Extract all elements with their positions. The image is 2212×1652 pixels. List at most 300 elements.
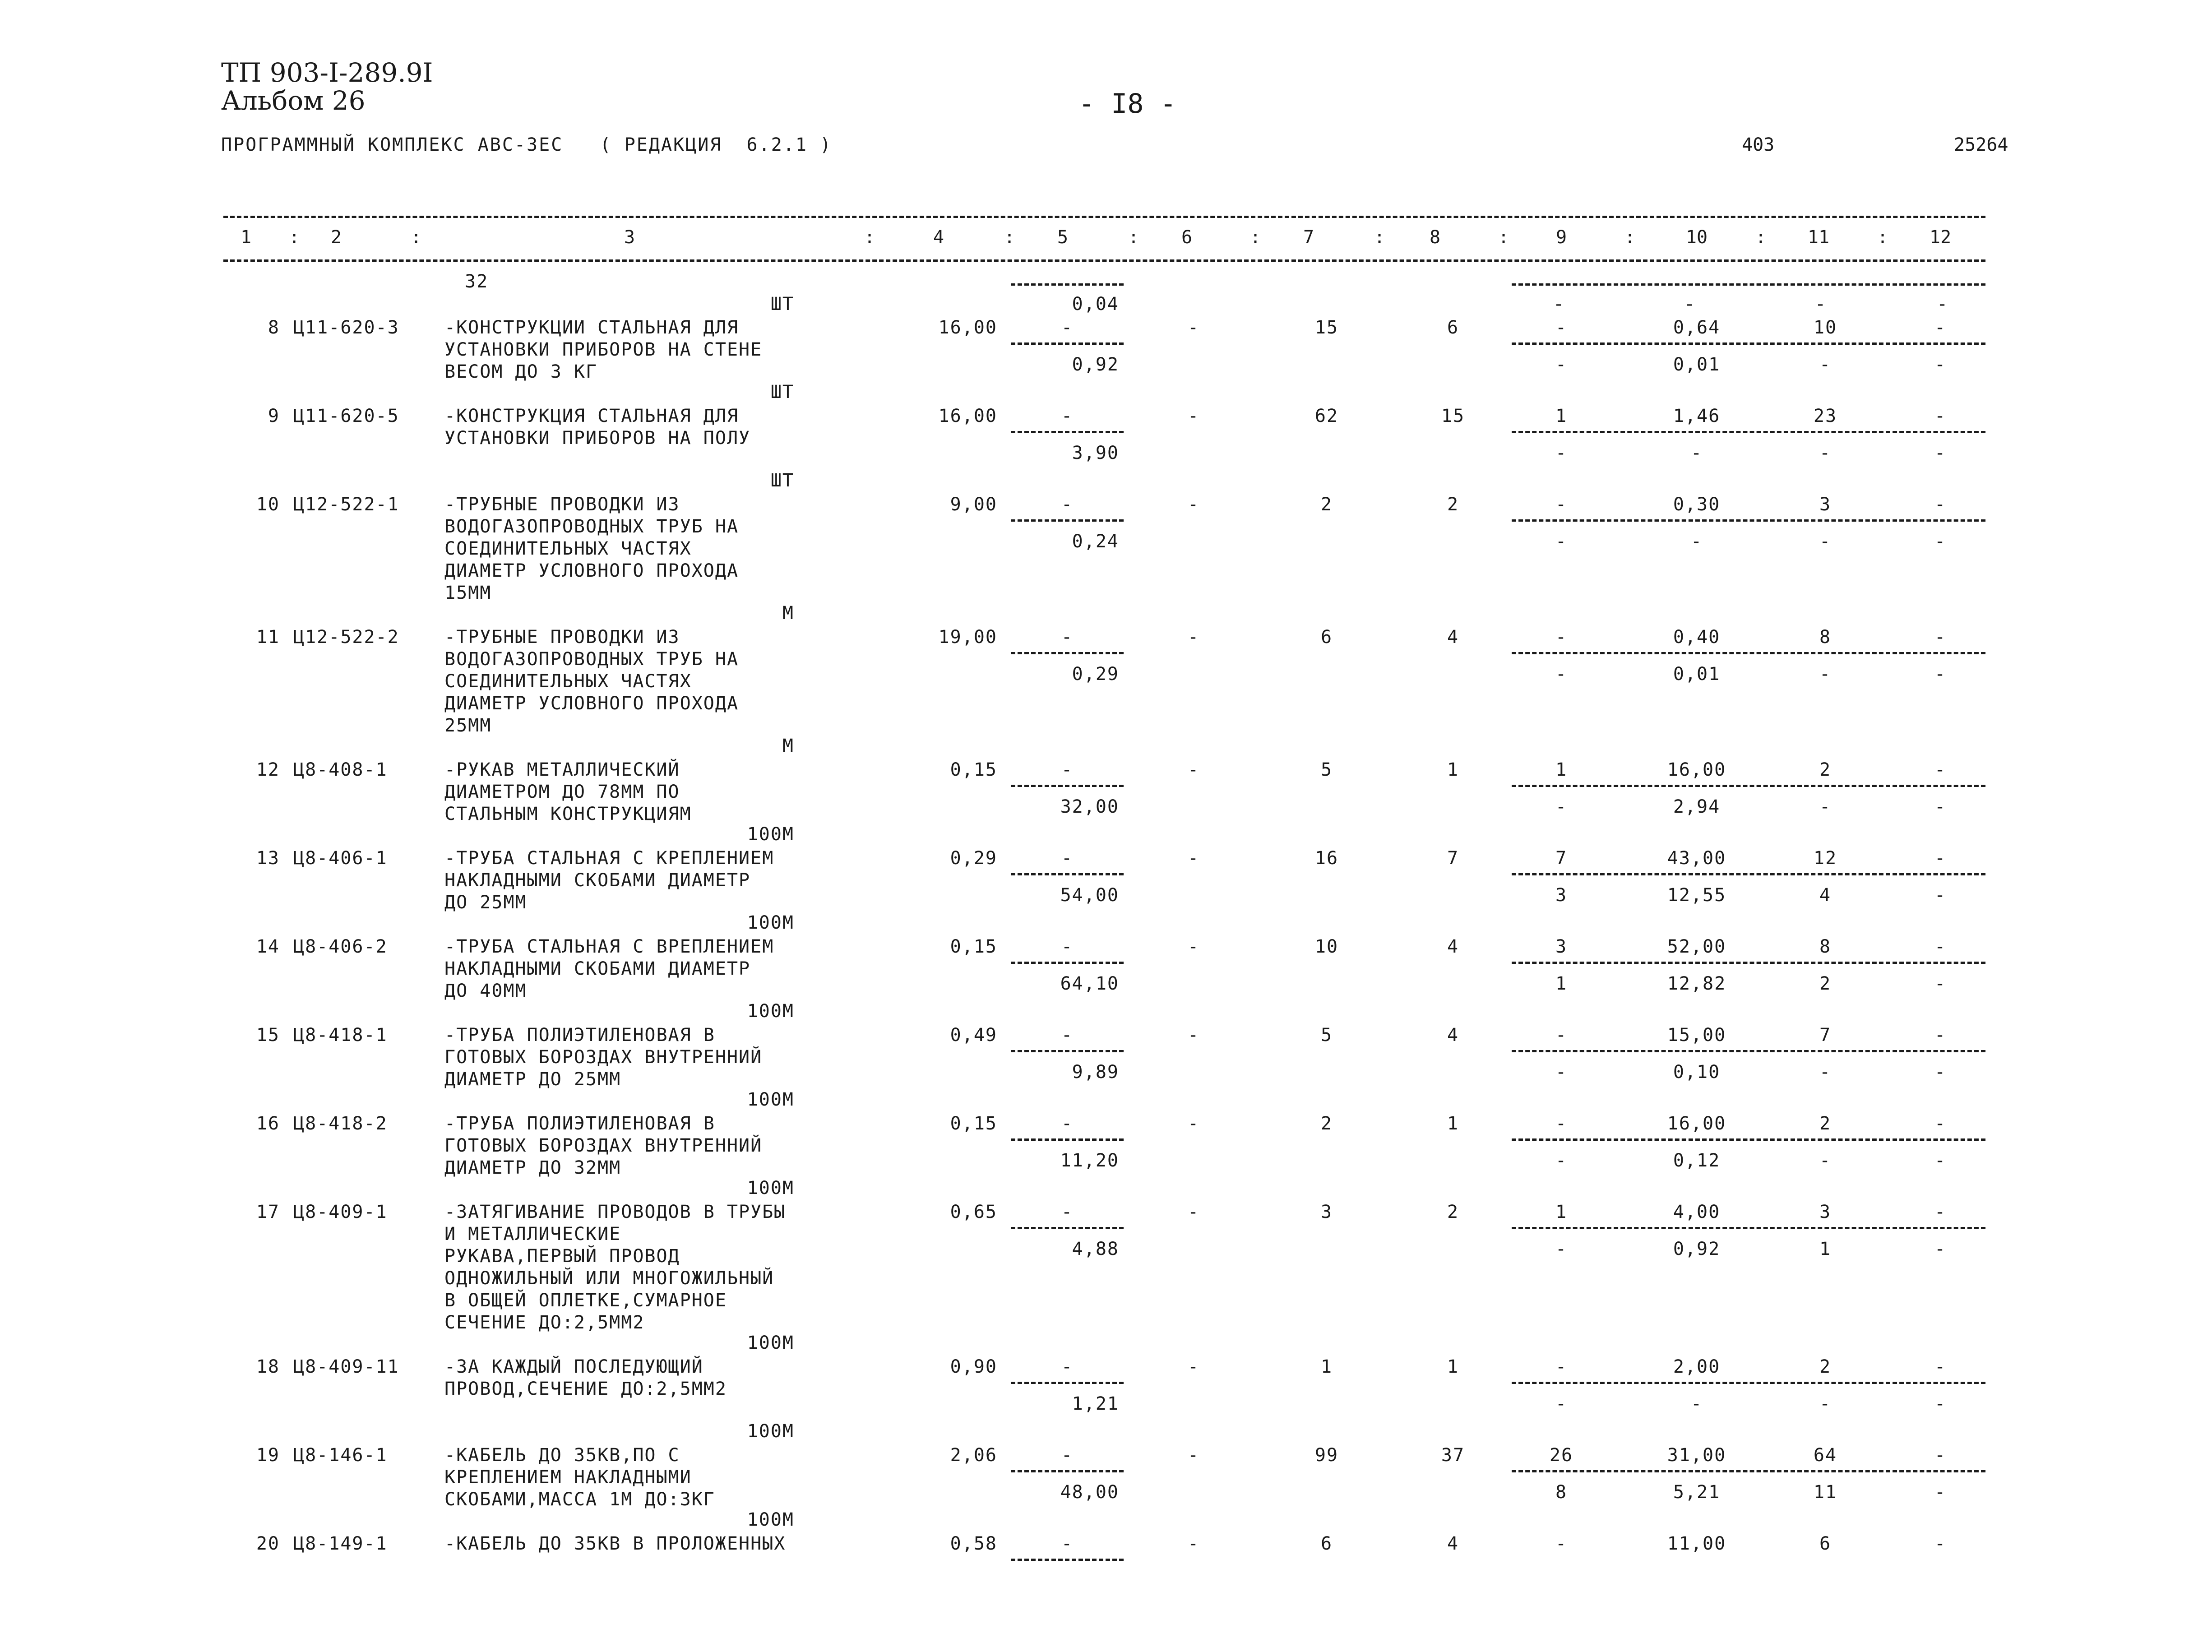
row-col7: 3 xyxy=(1320,1202,1333,1222)
row-c10a: 11,00 xyxy=(1667,1533,1726,1554)
col5-separator-line xyxy=(1011,519,1124,522)
row-col7: 5 xyxy=(1320,1025,1333,1046)
row-c11b: - xyxy=(1819,664,1832,685)
row-c12a: - xyxy=(1934,627,1947,648)
row-number: 16 xyxy=(256,1113,280,1134)
row-col5-top: - xyxy=(1061,317,1074,338)
row-number: 10 xyxy=(256,494,280,515)
row-description-line: -ЗА КАЖДЫЙ ПОСЛЕДУЮЩИЙ xyxy=(444,1356,703,1377)
row-description-line: В ОБЩЕЙ ОПЛЕТКЕ,СУМАРНОЕ xyxy=(444,1290,727,1311)
row-c12b: - xyxy=(1934,796,1947,817)
column-separator: : xyxy=(1004,227,1015,248)
column-number-10: 10 xyxy=(1685,227,1708,248)
row-unit: 100М xyxy=(747,1333,794,1353)
row-description-line: -ТРУБА ПОЛИЭТИЛЕНОВАЯ В xyxy=(444,1025,715,1046)
row-c10a: 1,46 xyxy=(1673,406,1721,426)
row-number: 12 xyxy=(256,759,280,780)
row-col5-bottom: 32,00 xyxy=(1060,796,1119,817)
col5-separator-line xyxy=(1011,1559,1124,1561)
row-col7: 10 xyxy=(1314,936,1339,957)
row-description-line: СТАЛЬНЫМ КОНСТРУКЦИЯМ xyxy=(444,804,692,824)
row-col5-top: - xyxy=(1061,848,1074,869)
row-description-line: -ЗАТЯГИВАНИЕ ПРОВОДОВ В ТРУБЫ xyxy=(444,1202,786,1222)
row-description-line: ДИАМЕТР ДО 32ММ xyxy=(444,1157,621,1178)
col5-separator-line xyxy=(1011,431,1124,433)
column-number-9: 9 xyxy=(1555,227,1567,248)
row-col4-quantity: 0,15 xyxy=(950,936,997,957)
row-col7: 62 xyxy=(1314,406,1339,426)
row-c11a: 7 xyxy=(1819,1025,1832,1046)
row-c10b: 0,92 xyxy=(1673,1239,1721,1259)
row-c11a: 8 xyxy=(1819,627,1832,648)
row-c9b: - xyxy=(1555,796,1568,817)
row-description-line: УСТАНОВКИ ПРИБОРОВ НА СТЕНЕ xyxy=(444,339,763,360)
row-c12a: - xyxy=(1934,848,1947,869)
row-c10b: - xyxy=(1690,531,1703,552)
row-col5-top: - xyxy=(1061,759,1074,780)
row-col4-quantity: 0,58 xyxy=(950,1533,997,1554)
column-number-1: 1 xyxy=(240,227,252,248)
sheet-code: 403 xyxy=(1742,134,1775,155)
row-c9a: 1 xyxy=(1555,1202,1568,1222)
row-number: 17 xyxy=(256,1202,280,1222)
row-description-line: ДО 25ММ xyxy=(444,892,527,913)
row-c11a: 23 xyxy=(1813,406,1837,426)
row-col4-quantity: 19,00 xyxy=(938,627,997,648)
row-c10a: 2,00 xyxy=(1673,1356,1721,1377)
table-top-rule xyxy=(223,216,1985,218)
row-number: 19 xyxy=(256,1445,280,1466)
row-c11a: 2 xyxy=(1819,1113,1832,1134)
row-description-line: ВОДОГАЗОПРОВОДНЫХ ТРУБ НА xyxy=(444,649,739,670)
row-c10b: 0,01 xyxy=(1673,354,1721,375)
row-c9a: 1 xyxy=(1555,759,1568,780)
resource-separator-line xyxy=(1512,1470,1985,1472)
row-c9a: 7 xyxy=(1555,848,1568,869)
column-separator: : xyxy=(1250,227,1261,248)
row-col8: 7 xyxy=(1447,848,1459,869)
row-c10a: 0,64 xyxy=(1673,317,1721,338)
row-c11a: 64 xyxy=(1813,1445,1837,1466)
column-separator: : xyxy=(1374,227,1385,248)
row-description-line: ВОДОГАЗОПРОВОДНЫХ ТРУБ НА xyxy=(444,516,739,537)
row-c9b: - xyxy=(1555,1062,1568,1083)
col5-separator-line xyxy=(1011,785,1124,787)
col5-separator-line xyxy=(1011,1227,1124,1229)
row-description-line: -ТРУБНЫЕ ПРОВОДКИ ИЗ xyxy=(444,494,680,515)
row-c12b: - xyxy=(1934,1150,1947,1171)
row-description-line: РУКАВА,ПЕРВЫЙ ПРОВОД xyxy=(444,1246,680,1267)
row-c10a: 15,00 xyxy=(1667,1025,1726,1046)
row-c12a: - xyxy=(1934,1445,1947,1466)
row-c9a: 1 xyxy=(1555,406,1568,426)
row-col8: 2 xyxy=(1447,494,1459,515)
row-col8: 4 xyxy=(1447,1533,1459,1554)
row-code: Ц12-522-1 xyxy=(293,494,399,515)
row-c9a: - xyxy=(1555,627,1568,648)
row-col4-quantity: 16,00 xyxy=(938,406,997,426)
column-separator: : xyxy=(864,227,875,248)
row-description-line: ДО 40ММ xyxy=(444,981,527,1001)
row-col6: - xyxy=(1187,406,1200,426)
row-col6: - xyxy=(1187,1113,1200,1134)
row-c10b: 0,12 xyxy=(1673,1150,1721,1171)
row-col5-bottom: 48,00 xyxy=(1060,1482,1119,1503)
row-unit: 100М xyxy=(747,1178,794,1199)
col5-separator-line xyxy=(1011,1138,1124,1141)
row-c10b: 2,94 xyxy=(1673,796,1721,817)
row-code: Ц8-409-1 xyxy=(293,1202,388,1222)
carry-over-col5: 0,04 xyxy=(1072,294,1119,315)
row-description-line: -ТРУБНЫЕ ПРОВОДКИ ИЗ xyxy=(444,627,680,648)
resource-separator-line xyxy=(1512,873,1985,875)
row-description-line: -ТРУБА СТАЛЬНАЯ С КРЕПЛЕНИЕМ xyxy=(444,848,774,869)
row-c9a: - xyxy=(1555,1025,1568,1046)
col5-separator-line xyxy=(1011,1382,1124,1384)
row-c10a: 16,00 xyxy=(1667,759,1726,780)
row-c11a: 3 xyxy=(1819,494,1832,515)
row-col5-top: - xyxy=(1061,494,1074,515)
row-unit: 100М xyxy=(747,1089,794,1110)
column-separator: : xyxy=(411,227,422,248)
row-col5-top: - xyxy=(1061,1025,1074,1046)
row-c9b: - xyxy=(1555,1393,1568,1414)
row-col5-bottom: 11,20 xyxy=(1060,1150,1119,1171)
column-number-2: 2 xyxy=(330,227,342,248)
row-description-line: ДИАМЕТР ДО 25ММ xyxy=(444,1069,621,1090)
resource-separator-line xyxy=(1512,652,1985,654)
column-number-7: 7 xyxy=(1303,227,1314,248)
row-c12b: - xyxy=(1934,885,1947,906)
row-col6: - xyxy=(1187,627,1200,648)
row-c9a: - xyxy=(1555,1113,1568,1134)
row-col8: 2 xyxy=(1447,1202,1459,1222)
column-separator: : xyxy=(1624,227,1636,248)
row-description-line: -ТРУБА ПОЛИЭТИЛЕНОВАЯ В xyxy=(444,1113,715,1134)
row-col5-top: - xyxy=(1061,406,1074,426)
row-col4-quantity: 0,65 xyxy=(950,1202,997,1222)
row-col6: - xyxy=(1187,1202,1200,1222)
row-c10a: 43,00 xyxy=(1667,848,1726,869)
row-code: Ц8-418-1 xyxy=(293,1025,388,1046)
row-c10a: 4,00 xyxy=(1673,1202,1721,1222)
row-c10a: 0,30 xyxy=(1673,494,1721,515)
row-col5-bottom: 9,89 xyxy=(1072,1062,1119,1083)
column-number-5: 5 xyxy=(1057,227,1069,248)
row-number: 18 xyxy=(256,1356,280,1377)
resource-separator-line xyxy=(1512,1227,1985,1229)
row-code: Ц12-522-2 xyxy=(293,627,399,648)
row-c10a: 31,00 xyxy=(1667,1445,1726,1466)
row-col6: - xyxy=(1187,848,1200,869)
column-number-6: 6 xyxy=(1181,227,1193,248)
row-col4-quantity: 9,00 xyxy=(950,494,997,515)
col5-separator-line xyxy=(1011,283,1124,286)
row-code: Ц11-620-5 xyxy=(293,406,399,426)
row-c12a: - xyxy=(1934,494,1947,515)
row-unit: 100М xyxy=(747,912,794,933)
row-c12b: - xyxy=(1934,1482,1947,1503)
row-description-line: -КАБЕЛЬ ДО 35КВ,ПО С xyxy=(444,1445,680,1466)
row-col6: - xyxy=(1187,1533,1200,1554)
row-col4-quantity: 0,15 xyxy=(950,759,997,780)
row-description-line: -КОНСТРУКЦИИ СТАЛЬНАЯ ДЛЯ xyxy=(444,317,739,338)
row-code: Ц8-418-2 xyxy=(293,1113,388,1134)
stamp-line-1: ТП 903-I-289.9I xyxy=(221,57,433,88)
row-c11a: 6 xyxy=(1819,1533,1832,1554)
row-description-line: УСТАНОВКИ ПРИБОРОВ НА ПОЛУ xyxy=(444,428,751,449)
row-code: Ц8-408-1 xyxy=(293,759,388,780)
stamp-line-2: Альбом 26 xyxy=(221,85,366,116)
row-c12b: - xyxy=(1934,443,1947,463)
row-code: Ц8-149-1 xyxy=(293,1533,388,1554)
row-description-line: 25ММ xyxy=(444,715,492,736)
row-description-line: СОЕДИНИТЕЛЬНЫХ ЧАСТЯХ xyxy=(444,538,692,559)
row-c12a: - xyxy=(1934,1533,1947,1554)
carry-over-dash: - xyxy=(1684,294,1696,315)
col5-separator-line xyxy=(1011,1470,1124,1472)
row-description-line: ОДНОЖИЛЬНЫЙ ИЛИ МНОГОЖИЛЬНЫЙ xyxy=(444,1268,774,1289)
row-col4-quantity: 0,49 xyxy=(950,1025,997,1046)
row-col6: - xyxy=(1187,317,1200,338)
row-c10b: 12,55 xyxy=(1667,885,1726,906)
col5-separator-line xyxy=(1011,342,1124,345)
row-code: Ц8-146-1 xyxy=(293,1445,388,1466)
row-c12a: - xyxy=(1934,936,1947,957)
carry-over-text: 32 xyxy=(465,271,489,292)
row-c12a: - xyxy=(1934,317,1947,338)
column-separator: : xyxy=(1877,227,1888,248)
row-unit: 100М xyxy=(747,1421,794,1442)
col5-separator-line xyxy=(1011,962,1124,964)
row-col8: 4 xyxy=(1447,936,1459,957)
row-c11a: 10 xyxy=(1813,317,1837,338)
row-col5-bottom: 0,24 xyxy=(1072,531,1119,552)
row-c9b: 1 xyxy=(1555,973,1568,994)
row-c9b: - xyxy=(1555,1239,1568,1259)
row-c9b: 8 xyxy=(1555,1482,1568,1503)
row-description-line: ПРОВОД,СЕЧЕНИЕ ДО:2,5ММ2 xyxy=(444,1379,727,1399)
carry-over-unit: ШТ xyxy=(770,294,794,315)
row-c9a: - xyxy=(1555,1533,1568,1554)
header-bottom-rule xyxy=(223,259,1985,262)
row-c9b: 3 xyxy=(1555,885,1568,906)
row-c12a: - xyxy=(1934,1202,1947,1222)
row-col6: - xyxy=(1187,936,1200,957)
resource-separator-line xyxy=(1512,1050,1985,1052)
row-col7: 5 xyxy=(1320,759,1333,780)
row-description-line: ДИАМЕТР УСЛОВНОГО ПРОХОДА xyxy=(444,693,739,714)
row-c9b: - xyxy=(1555,664,1568,685)
resource-separator-line xyxy=(1512,1382,1985,1384)
row-col8: 1 xyxy=(1447,1113,1459,1134)
row-description-line: -ТРУБА СТАЛЬНАЯ С ВРЕПЛЕНИЕМ xyxy=(444,936,774,957)
row-c10b: 5,21 xyxy=(1673,1482,1721,1503)
row-c12b: - xyxy=(1934,354,1947,375)
row-c11a: 12 xyxy=(1813,848,1837,869)
resource-separator-line xyxy=(1512,431,1985,433)
row-col5-top: - xyxy=(1061,1202,1074,1222)
row-c10a: 0,40 xyxy=(1673,627,1721,648)
row-c10a: 52,00 xyxy=(1667,936,1726,957)
row-col5-bottom: 4,88 xyxy=(1072,1239,1119,1259)
row-col7: 6 xyxy=(1320,627,1333,648)
row-col5-bottom: 3,90 xyxy=(1072,443,1119,463)
row-col5-top: - xyxy=(1061,1445,1074,1466)
row-c11a: 2 xyxy=(1819,759,1832,780)
row-code: Ц11-620-3 xyxy=(293,317,399,338)
row-c9b: - xyxy=(1555,443,1568,463)
row-code: Ц8-406-1 xyxy=(293,848,388,869)
row-col5-bottom: 1,21 xyxy=(1072,1393,1119,1414)
row-col5-top: - xyxy=(1061,627,1074,648)
row-description-line: НАКЛАДНЫМИ СКОБАМИ ДИАМЕТР xyxy=(444,958,751,979)
row-col8: 15 xyxy=(1441,406,1465,426)
row-code: Ц8-409-11 xyxy=(293,1356,399,1377)
page-number: - I8 - xyxy=(1078,88,1176,120)
row-c11b: - xyxy=(1819,531,1832,552)
doc-code: 25264 xyxy=(1954,134,2008,155)
row-col5-top: - xyxy=(1061,1356,1074,1377)
carry-over-dash: - xyxy=(1936,294,1949,315)
row-c12a: - xyxy=(1934,1025,1947,1046)
row-number: 11 xyxy=(256,627,280,648)
row-c9b: - xyxy=(1555,1150,1568,1171)
column-number-8: 8 xyxy=(1429,227,1441,248)
row-col5-top: - xyxy=(1061,1533,1074,1554)
row-number: 9 xyxy=(268,406,280,426)
row-col6: - xyxy=(1187,494,1200,515)
row-c11b: - xyxy=(1819,796,1832,817)
row-c11b: - xyxy=(1819,1062,1832,1083)
row-number: 15 xyxy=(256,1025,280,1046)
resource-separator-line xyxy=(1512,962,1985,964)
row-unit: М xyxy=(782,603,794,624)
row-col8: 4 xyxy=(1447,1025,1459,1046)
resource-separator-line xyxy=(1512,1138,1985,1141)
row-number: 20 xyxy=(256,1533,280,1554)
row-description-line: ВЕСОМ ДО 3 КГ xyxy=(444,361,598,382)
row-c9a: - xyxy=(1555,317,1568,338)
row-unit: М xyxy=(782,736,794,756)
row-description-line: ГОТОВЫХ БОРОЗДАХ ВНУТРЕННИЙ xyxy=(444,1047,763,1068)
row-unit: ШТ xyxy=(770,382,794,403)
row-c11a: 3 xyxy=(1819,1202,1832,1222)
row-c12a: - xyxy=(1934,1356,1947,1377)
row-c12a: - xyxy=(1934,1113,1947,1134)
row-col7: 99 xyxy=(1314,1445,1339,1466)
col5-separator-line xyxy=(1011,1050,1124,1052)
row-unit: 100М xyxy=(747,824,794,845)
row-c10b: 0,01 xyxy=(1673,664,1721,685)
row-col4-quantity: 16,00 xyxy=(938,317,997,338)
row-col7: 15 xyxy=(1314,317,1339,338)
column-separator: : xyxy=(1498,227,1509,248)
row-col4-quantity: 2,06 xyxy=(950,1445,997,1466)
column-number-4: 4 xyxy=(933,227,944,248)
row-col8: 1 xyxy=(1447,1356,1459,1377)
program-title: ПРОГРАММНЫЙ КОМПЛЕКС АВС-3ЕС ( РЕДАКЦИЯ 6.2.1 ) xyxy=(221,134,833,155)
row-c10b: - xyxy=(1690,1393,1703,1414)
row-col7: 2 xyxy=(1320,1113,1333,1134)
row-col8: 37 xyxy=(1441,1445,1465,1466)
column-number-12: 12 xyxy=(1929,227,1952,248)
row-c11b: 4 xyxy=(1819,885,1832,906)
row-c12b: - xyxy=(1934,664,1947,685)
row-description-line: КРЕПЛЕНИЕМ НАКЛАДНЫМИ xyxy=(444,1467,692,1488)
row-description-line: НАКЛАДНЫМИ СКОБАМИ ДИАМЕТР xyxy=(444,870,751,891)
column-number-11: 11 xyxy=(1807,227,1830,248)
row-description-line: ГОТОВЫХ БОРОЗДАХ ВНУТРЕННИЙ xyxy=(444,1135,763,1156)
row-c12b: - xyxy=(1934,973,1947,994)
row-c11a: 2 xyxy=(1819,1356,1832,1377)
resource-separator-line xyxy=(1512,785,1985,787)
row-col7: 1 xyxy=(1320,1356,1333,1377)
row-description-line: СКОБАМИ,МАССА 1М ДО:3КГ xyxy=(444,1489,715,1510)
row-c11b: - xyxy=(1819,354,1832,375)
row-c12a: - xyxy=(1934,406,1947,426)
row-c10b: - xyxy=(1690,443,1703,463)
row-c11b: 1 xyxy=(1819,1239,1832,1259)
row-col8: 4 xyxy=(1447,627,1459,648)
document-stamp xyxy=(221,59,433,115)
row-col5-bottom: 54,00 xyxy=(1060,885,1119,906)
row-unit: 100М xyxy=(747,1001,794,1022)
col5-separator-line xyxy=(1011,652,1124,654)
row-c11b: - xyxy=(1819,1150,1832,1171)
column-separator: : xyxy=(1755,227,1767,248)
row-col7: 2 xyxy=(1320,494,1333,515)
row-c10b: 0,10 xyxy=(1673,1062,1721,1083)
row-unit: ШТ xyxy=(770,470,794,491)
col5-separator-line xyxy=(1011,873,1124,875)
row-c12b: - xyxy=(1934,531,1947,552)
row-description-line: -КОНСТРУКЦИЯ СТАЛЬНАЯ ДЛЯ xyxy=(444,406,739,426)
row-col4-quantity: 0,15 xyxy=(950,1113,997,1134)
row-number: 8 xyxy=(268,317,280,338)
row-c10a: 16,00 xyxy=(1667,1113,1726,1134)
carry-over-dash: - xyxy=(1814,294,1827,315)
row-col8: 1 xyxy=(1447,759,1459,780)
row-c11b: - xyxy=(1819,443,1832,463)
row-col6: - xyxy=(1187,1445,1200,1466)
resource-separator-line xyxy=(1512,283,1985,286)
row-col4-quantity: 0,29 xyxy=(950,848,997,869)
row-c10b: 12,82 xyxy=(1667,973,1726,994)
row-number: 14 xyxy=(256,936,280,957)
row-col5-bottom: 64,10 xyxy=(1060,973,1119,994)
row-description-line: ДИАМЕТРОМ ДО 78ММ ПО xyxy=(444,782,680,802)
row-c12b: - xyxy=(1934,1393,1947,1414)
row-c9a: 3 xyxy=(1555,936,1568,957)
row-description-line: 15ММ xyxy=(444,583,492,603)
row-description-line: ДИАМЕТР УСЛОВНОГО ПРОХОДА xyxy=(444,560,739,581)
row-c11b: 2 xyxy=(1819,973,1832,994)
row-col5-bottom: 0,92 xyxy=(1072,354,1119,375)
row-col5-bottom: 0,29 xyxy=(1072,664,1119,685)
row-description-line: -РУКАВ МЕТАЛЛИЧЕСКИЙ xyxy=(444,759,680,780)
row-col5-top: - xyxy=(1061,1113,1074,1134)
row-description-line: СОЕДИНИТЕЛЬНЫХ ЧАСТЯХ xyxy=(444,671,692,692)
row-col6: - xyxy=(1187,1025,1200,1046)
row-col5-top: - xyxy=(1061,936,1074,957)
row-col8: 6 xyxy=(1447,317,1459,338)
row-code: Ц8-406-2 xyxy=(293,936,388,957)
column-separator: : xyxy=(289,227,300,248)
row-c9a: - xyxy=(1555,1356,1568,1377)
row-col6: - xyxy=(1187,1356,1200,1377)
column-separator: : xyxy=(1128,227,1139,248)
